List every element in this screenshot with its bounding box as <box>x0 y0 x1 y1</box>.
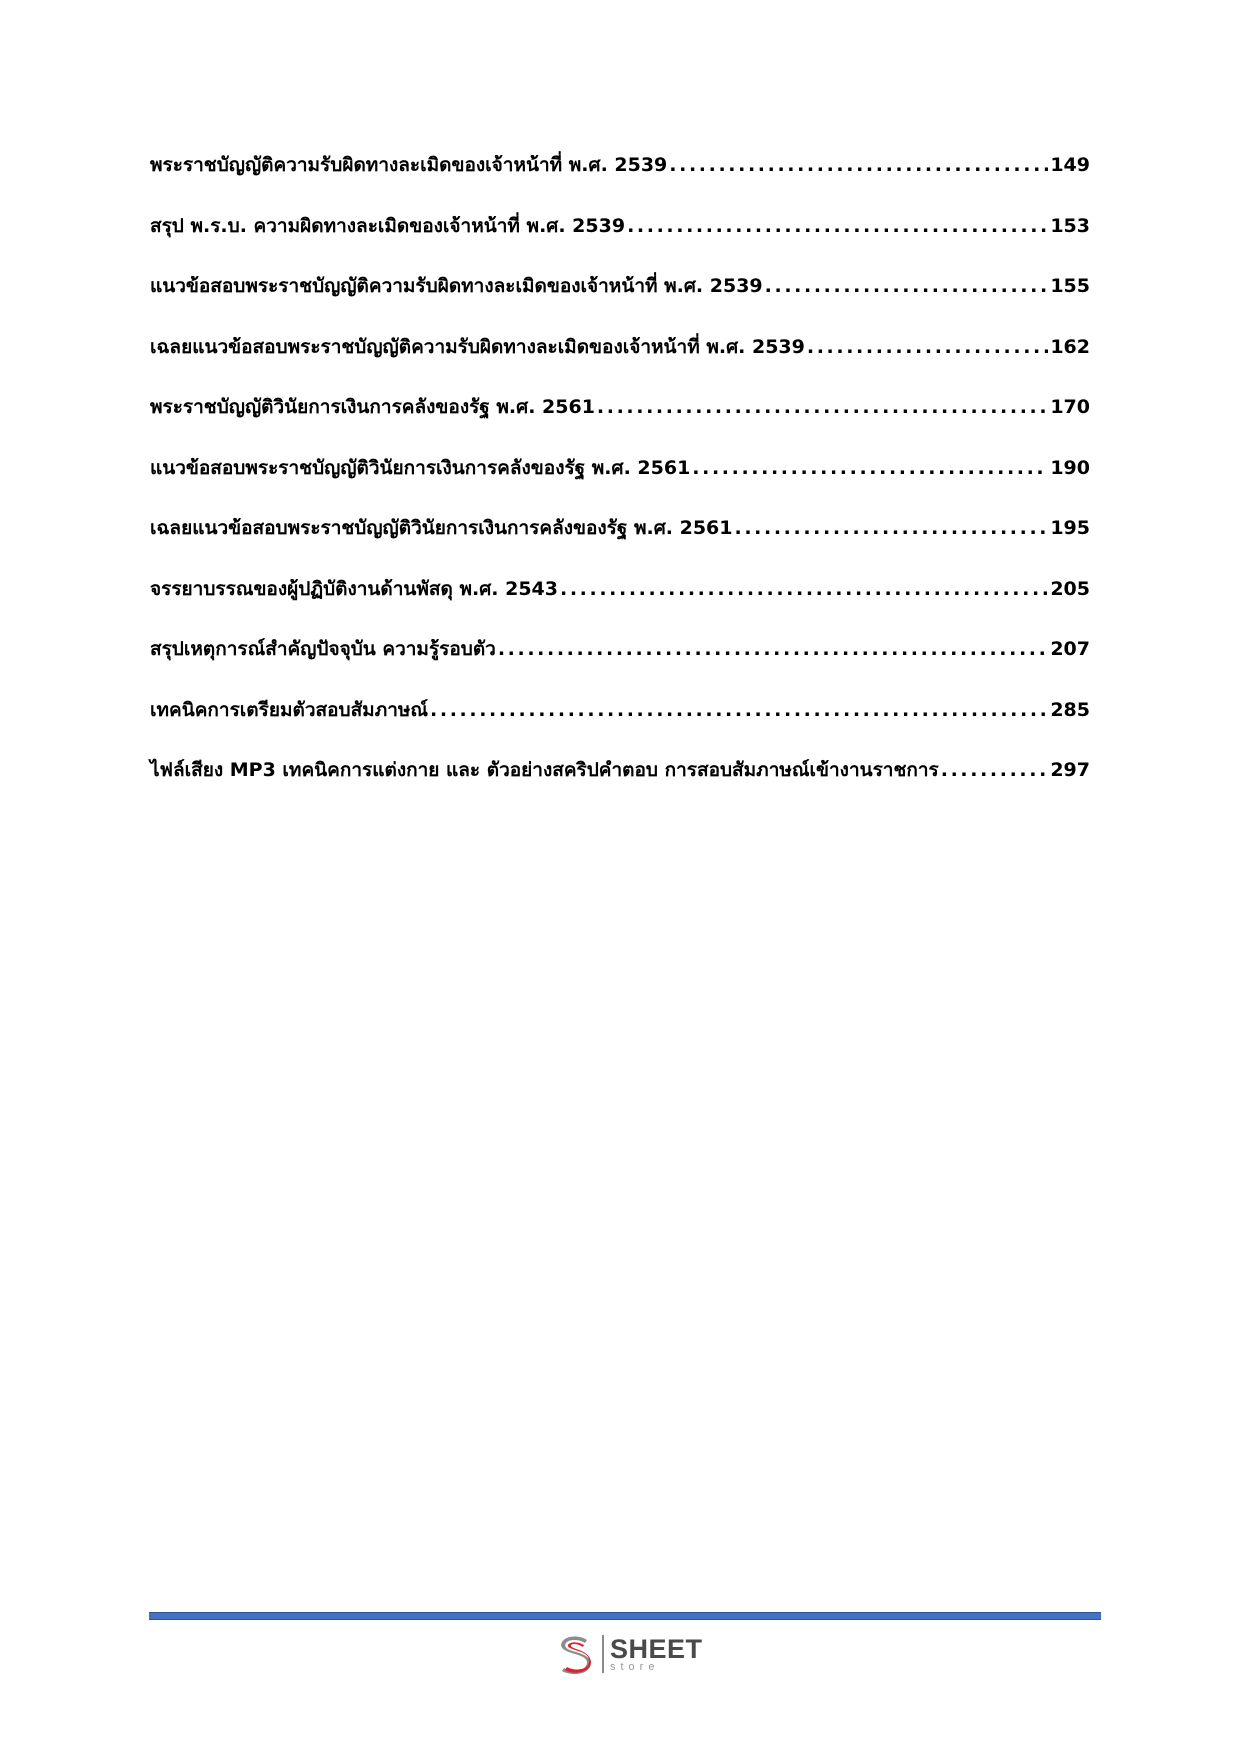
toc-entry[interactable] <box>150 574 1090 635</box>
toc-entry-page: 153 <box>1050 214 1090 237</box>
toc-entry[interactable] <box>150 513 1090 574</box>
logo-text <box>610 1633 703 1673</box>
toc-entry-title: เฉลยแนวข้อสอบพระราชบัญญัติวินัยการเงินการคลังของรัฐ พ.ศ. 2561 <box>150 517 733 539</box>
sheet-store-s-icon <box>552 1631 598 1677</box>
toc-entry-title: แนวข้อสอบพระราชบัญญัติความรับผิดทางละเมิดของเจ้าหน้าที่ พ.ศ. 2539 <box>150 275 763 297</box>
toc-entry[interactable] <box>150 211 1090 272</box>
toc-entry-title: สรุป พ.ร.บ. ความผิดทางละเมิดของเจ้าหน้าที่ พ.ศ. 2539 <box>150 214 626 237</box>
toc-entry[interactable] <box>150 392 1090 453</box>
toc-dot-leader <box>765 275 1049 297</box>
toc-entry-title: เฉลยแนวข้อสอบพระราชบัญญัติความรับผิดทางละเมิดของเจ้าหน้าที่ พ.ศ. 2539 <box>150 335 805 358</box>
toc-entry-page: 285 <box>1050 698 1090 721</box>
toc-entry-page: 190 <box>1050 456 1090 479</box>
logo-divider <box>602 1635 604 1673</box>
toc-entry-title: พระราชบัญญัติความรับผิดทางละเมิดของเจ้าหน้าที่ พ.ศ. 2539 <box>150 154 668 176</box>
logo-word: SHEET <box>610 1633 703 1664</box>
toc-dot-leader <box>669 154 1048 176</box>
toc-dot-leader <box>692 457 1048 479</box>
toc-dot-leader <box>498 638 1048 660</box>
toc-dot-leader <box>735 517 1049 539</box>
toc-entry[interactable] <box>150 695 1090 756</box>
toc-entry-page: 195 <box>1050 517 1090 539</box>
toc-entry[interactable] <box>150 332 1090 393</box>
sheet-store-logo <box>552 1628 703 1680</box>
toc-entry-page: 162 <box>1050 335 1090 358</box>
toc-entry-title: สรุปเหตุการณ์สำคัญปัจจุบัน ความรู้รอบตัว <box>150 638 496 660</box>
toc-entry[interactable] <box>150 755 1090 816</box>
toc-entry-title: แนวข้อสอบพระราชบัญญัติวินัยการเงินการคลังของรัฐ พ.ศ. 2561 <box>150 456 691 479</box>
toc-entry[interactable] <box>150 634 1090 695</box>
toc-dot-leader <box>597 396 1048 418</box>
toc-entry-page: 207 <box>1050 638 1090 660</box>
toc-entry-title: เทคนิคการเตรียมตัวสอบสัมภาษณ์ <box>150 698 429 721</box>
toc-entry-title: พระราชบัญญัติวินัยการเงินการคลังของรัฐ พ.ศ. 2561 <box>150 396 595 418</box>
toc-entry[interactable] <box>150 150 1090 211</box>
toc-dot-leader <box>941 759 1049 781</box>
toc-dot-leader <box>807 336 1048 358</box>
logo-subword: store <box>610 1660 660 1673</box>
toc-entry[interactable] <box>150 271 1090 332</box>
toc-entry-title: จรรยาบรรณของผู้ปฏิบัติงานด้านพัสดุ พ.ศ. 2543 <box>150 577 558 600</box>
footer-rule <box>149 1612 1101 1620</box>
table-of-contents <box>150 150 1090 816</box>
toc-entry-page: 170 <box>1050 396 1090 418</box>
toc-entry-page: 297 <box>1050 759 1090 781</box>
toc-entry-page: 149 <box>1050 154 1090 176</box>
toc-entry-title: ไฟล์เสียง MP3 เทคนิคการแต่งกาย และ ตัวอย่างสคริปคำตอบ การสอบสัมภาษณ์เข้างานราชการ <box>150 759 939 781</box>
toc-dot-leader <box>560 578 1048 600</box>
toc-entry-page: 205 <box>1050 577 1090 600</box>
toc-dot-leader <box>430 699 1048 721</box>
toc-entry[interactable] <box>150 453 1090 514</box>
toc-entry-page: 155 <box>1050 275 1090 297</box>
toc-dot-leader <box>627 215 1048 237</box>
